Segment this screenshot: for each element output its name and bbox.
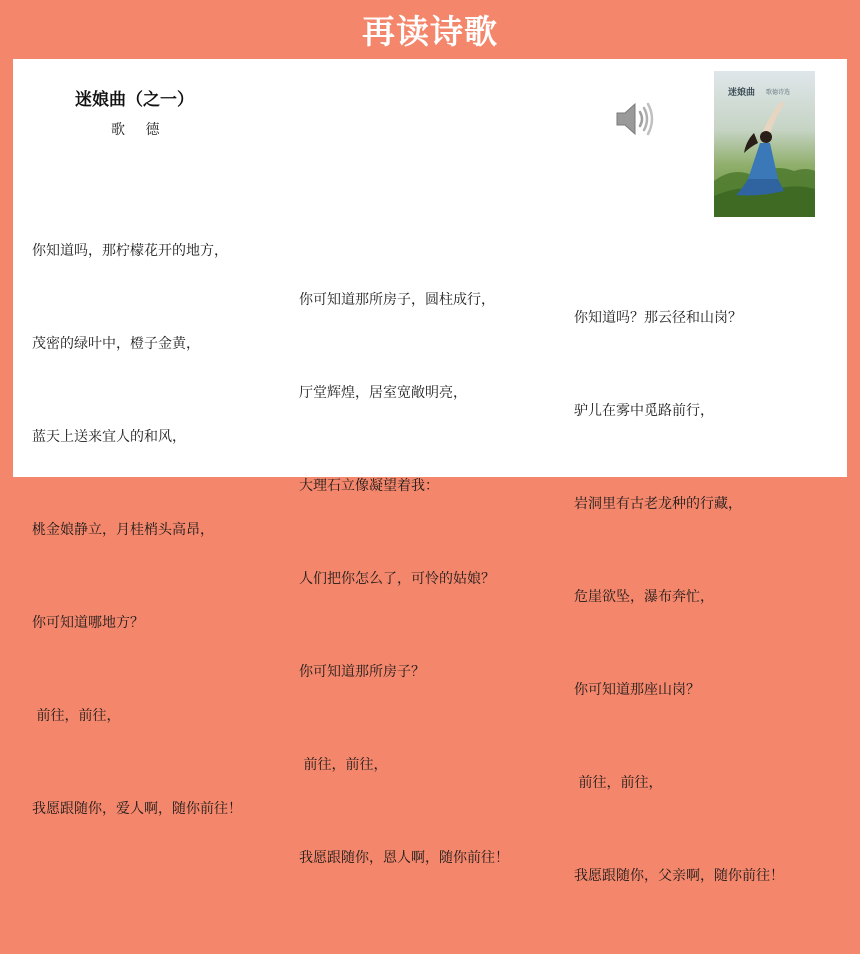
- poem-line: 蓝天上送来宜人的和风，: [32, 429, 186, 445]
- stanza-3: [574, 241, 784, 954]
- stanza-2: [299, 223, 509, 936]
- cover-figure-illustration: [714, 71, 815, 217]
- content-panel: [13, 59, 847, 884]
- poem-line: 前往，前往，: [574, 775, 663, 791]
- speaker-icon[interactable]: [611, 97, 655, 141]
- poem-line: 桃金娘静立，月桂梢头高昂，: [32, 522, 214, 538]
- poem-line: 你知道吗，那柠檬花开的地方，: [32, 243, 228, 259]
- cover-subtitle: 歌德诗选: [766, 89, 791, 96]
- page-title: 再读诗歌: [362, 11, 498, 51]
- poem-title: 迷娘曲（之一）: [75, 90, 194, 110]
- poem-line: 前往，前往，: [299, 757, 388, 773]
- poem-line: 厅堂辉煌，居室宽敞明亮，: [299, 385, 467, 401]
- poem-line: 我愿跟随你，恩人啊，随你前往！: [299, 850, 509, 866]
- poem-line: 大理石立像凝望着我：: [299, 478, 439, 494]
- cover-title: 迷娘曲: [728, 88, 756, 98]
- poem-author: 歌 德: [111, 122, 168, 138]
- poem-line: 前往，前往，: [32, 708, 121, 724]
- poem-line: 你可知道那所房子，圆柱成行，: [299, 292, 495, 308]
- poem-line: 我愿跟随你，父亲啊，随你前往！: [574, 868, 784, 884]
- poem-line: 你可知道哪地方？: [32, 615, 144, 631]
- poem-line: 你可知道那所房子？: [299, 664, 425, 680]
- stanza-1: [32, 174, 242, 887]
- poem-line: 你可知道那座山岗？: [574, 682, 700, 698]
- header-banner: [0, 0, 860, 58]
- poem-line: 驴儿在雾中觅路前行，: [574, 403, 714, 419]
- book-cover-image: [714, 71, 815, 217]
- speaker-icon-graphic: [611, 97, 655, 141]
- poem-line: 人们把你怎么了，可怜的姑娘？: [299, 571, 495, 587]
- poem-line: 茂密的绿叶中，橙子金黄，: [32, 336, 200, 352]
- poem-line: 岩洞里有古老龙种的行藏，: [574, 496, 742, 512]
- poem-line: 你知道吗？那云径和山岗？: [574, 310, 742, 326]
- poem-line: 危崖欲坠，瀑布奔忙，: [574, 589, 714, 605]
- poem-line: 我愿跟随你，爱人啊，随你前往！: [32, 801, 242, 817]
